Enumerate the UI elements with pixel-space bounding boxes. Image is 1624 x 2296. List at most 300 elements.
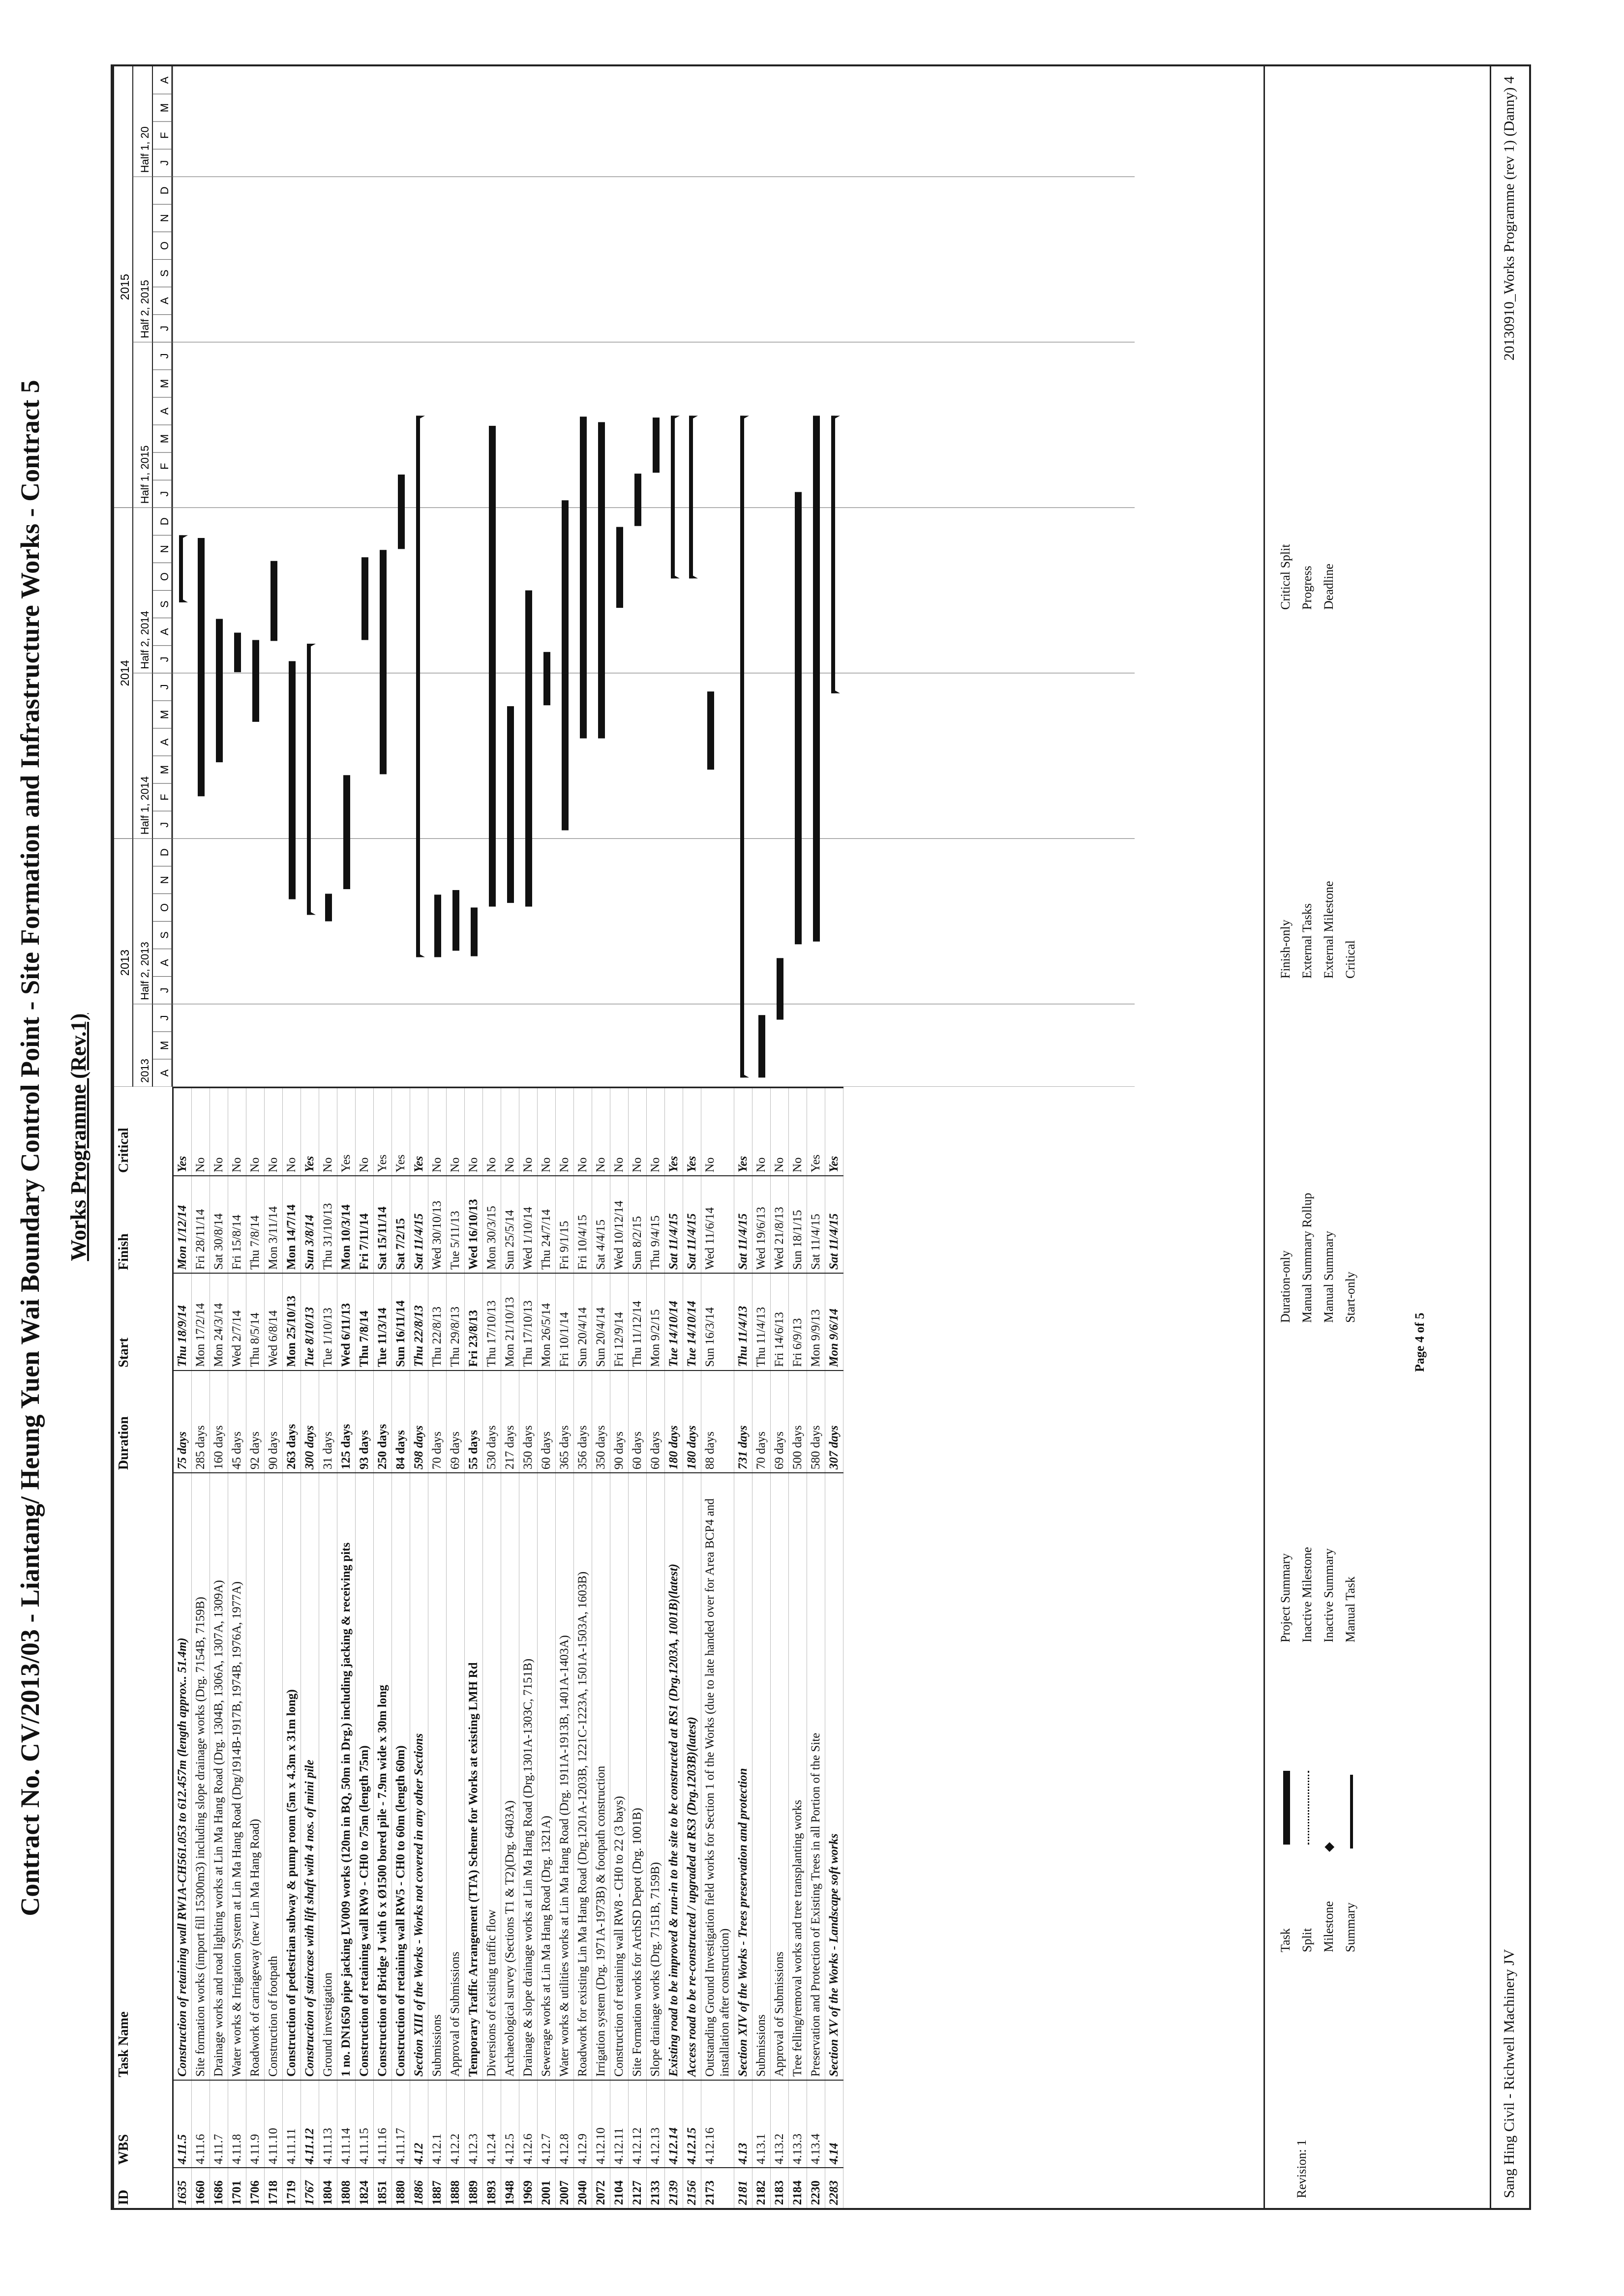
task-id-cell: 1969 xyxy=(519,2168,538,2208)
task-finish-cell: Fri 9/1/15 xyxy=(556,1176,574,1273)
month-label: M xyxy=(158,710,171,719)
task-name-cell: Construction of retaining wall RW8 - CH0 to 22 (3 bays) xyxy=(610,1473,629,2080)
task-name-cell: Site formation works (import fill 15300m3) including slope drainage works (Drg. 7154B, 7159B) xyxy=(192,1473,210,2080)
task-finish-cell: Sun 25/5/14 xyxy=(501,1176,519,1273)
task-name-cell: Construction of retaining wall RW1A-CH561.053 to 612.457m (length approx.. 51.4m) xyxy=(173,1473,192,2080)
task-duration-cell: 180 days xyxy=(665,1371,683,1473)
month-label: A xyxy=(158,407,171,415)
task-row xyxy=(556,1088,574,2208)
task-finish-cell: Mon 10/3/14 xyxy=(337,1176,356,1273)
task-bar xyxy=(671,416,675,578)
task-critical-cell: No xyxy=(192,1088,210,1176)
task-duration-cell: 55 days xyxy=(465,1371,483,1473)
task-wbs-cell: 4.11.9 xyxy=(246,2080,265,2168)
task-critical-cell: No xyxy=(447,1088,465,1176)
task-duration-cell: 731 days xyxy=(734,1371,752,1473)
task-duration-cell: 356 days xyxy=(574,1371,592,1473)
task-name-cell: Water works & Irrigation System at Lin Ma Hang Road (Drg/1914B-1917B, 1974B, 1976A, 1977A) xyxy=(228,1473,246,2080)
task-start-cell: Tue 14/10/14 xyxy=(683,1273,701,1371)
month-label: M xyxy=(158,1041,171,1050)
task-wbs-cell: 4.11.6 xyxy=(192,2080,210,2168)
task-bar xyxy=(325,894,332,921)
task-critical-cell: No xyxy=(701,1088,734,1176)
task-wbs-cell: 4.11.11 xyxy=(283,2080,301,2168)
footer-company: Sang Hing Civil - Richwell Machinery JV xyxy=(1501,1949,1517,2198)
task-finish-cell: Sun 3/8/14 xyxy=(301,1176,319,1273)
legend-item: Milestone◆ xyxy=(1322,1842,1336,1952)
task-duration-cell: 530 days xyxy=(483,1371,501,1473)
task-start-cell: Thu 18/9/14 xyxy=(173,1273,192,1371)
task-critical-cell: No xyxy=(647,1088,665,1176)
col-wbs: WBS xyxy=(114,2080,173,2168)
task-id-cell: 1880 xyxy=(392,2168,410,2208)
task-name-cell: Construction of Bridge J with 6 x Ø1500 bored pile - 7.9m wide x 30m long xyxy=(374,1473,392,2080)
task-name-cell: 1 no. DN1650 pipe jacking LV009 works (120m in BQ, 50m in Drg.) including jacking & receiving pits xyxy=(337,1473,356,2080)
month-label: D xyxy=(158,848,171,857)
task-id-cell: 2104 xyxy=(610,2168,629,2208)
document-subtitle: Works Programme (Rev.1) xyxy=(66,1013,90,1261)
task-duration-cell: 69 days xyxy=(771,1371,789,1473)
task-name-cell: Sewerage works at Lin Ma Hang Road (Drg. 1321A) xyxy=(538,1473,556,2080)
task-duration-cell: 500 days xyxy=(789,1371,807,1473)
task-bar xyxy=(452,890,459,951)
month-label: O xyxy=(158,241,171,250)
task-start-cell: Thu 29/8/13 xyxy=(447,1273,465,1371)
task-row xyxy=(246,1088,265,2208)
task-critical-cell: No xyxy=(556,1088,574,1176)
task-duration-cell: 90 days xyxy=(610,1371,629,1473)
task-name-cell: Roadwork for existing Lin Ma Hang Road (Drg.1201A-1203B, 1221C-1223A, 1501A-1503A, 1603B) xyxy=(574,1473,592,2080)
task-critical-cell: No xyxy=(501,1088,519,1176)
summary-start-cap xyxy=(740,1073,749,1077)
month-label: F xyxy=(158,463,171,470)
task-row xyxy=(752,1088,771,2208)
footer xyxy=(1490,66,1531,2208)
legend-item: Finish-only xyxy=(1278,920,1293,979)
task-id-cell: 1767 xyxy=(301,2168,319,2208)
task-bar xyxy=(813,416,820,941)
task-start-cell: Wed 6/11/13 xyxy=(337,1273,356,1371)
task-finish-cell: Sat 11/4/15 xyxy=(683,1176,701,1273)
task-bar xyxy=(507,706,514,903)
task-id-cell: 2283 xyxy=(825,2168,843,2208)
task-bar xyxy=(598,422,605,738)
task-wbs-cell: 4.12.9 xyxy=(574,2080,592,2168)
task-id-cell: 1888 xyxy=(447,2168,465,2208)
task-critical-cell: Yes xyxy=(410,1088,428,1176)
month-label: S xyxy=(158,931,171,939)
task-duration-cell: 180 days xyxy=(683,1371,701,1473)
task-finish-cell: Fri 10/4/15 xyxy=(574,1176,592,1273)
task-start-cell: Thu 22/8/13 xyxy=(428,1273,447,1371)
task-row xyxy=(447,1088,465,2208)
legend-item: Summary xyxy=(1340,1771,1361,1952)
task-bar xyxy=(525,591,532,907)
task-duration-cell: 300 days xyxy=(301,1371,319,1473)
task-critical-cell: Yes xyxy=(665,1088,683,1176)
task-finish-cell: Wed 30/10/13 xyxy=(428,1176,447,1273)
task-wbs-cell: 4.12.6 xyxy=(519,2080,538,2168)
task-row xyxy=(629,1088,647,2208)
task-name-cell: Section XIV of the Works - Trees preservation and protection xyxy=(734,1473,752,2080)
task-name-cell: Construction of retaining wall RW5 - CH0 to 60m (length 60m) xyxy=(392,1473,410,2080)
half-label: Half 1, 2014 xyxy=(139,776,151,835)
task-finish-cell: Mon 3/11/14 xyxy=(265,1176,283,1273)
task-finish-cell: Sat 11/4/15 xyxy=(807,1176,825,1273)
task-row xyxy=(410,1088,428,2208)
task-row xyxy=(428,1088,447,2208)
task-name-cell: Tree felling/removal works and tree transplanting works xyxy=(789,1473,807,2080)
legend-item: Progress xyxy=(1300,566,1314,610)
task-finish-cell: Thu 31/10/13 xyxy=(319,1176,337,1273)
month-label: J xyxy=(158,353,171,359)
task-id-cell: 1889 xyxy=(465,2168,483,2208)
task-bar xyxy=(740,416,744,1077)
split-symbol xyxy=(1308,1771,1309,1845)
legend-item: Duration-only xyxy=(1278,1250,1293,1323)
month-label: F xyxy=(158,132,171,139)
task-wbs-cell: 4.12.12 xyxy=(629,2080,647,2168)
task-critical-cell: No xyxy=(428,1088,447,1176)
task-wbs-cell: 4.11.7 xyxy=(210,2080,228,2168)
task-row xyxy=(228,1088,246,2208)
task-start-cell: Sun 16/3/14 xyxy=(701,1273,734,1371)
month-label: M xyxy=(158,103,171,113)
legend-item: Critical xyxy=(1343,940,1357,979)
task-id-cell: 1686 xyxy=(210,2168,228,2208)
task-name-cell: Construction of retaining wall RW9 - CH0 to 75m (length 75m) xyxy=(356,1473,374,2080)
task-start-cell: Mon 26/5/14 xyxy=(538,1273,556,1371)
task-critical-cell: No xyxy=(610,1088,629,1176)
task-duration-cell: 263 days xyxy=(283,1371,301,1473)
task-finish-cell: Sat 15/11/14 xyxy=(374,1176,392,1273)
task-row xyxy=(210,1088,228,2208)
task-start-cell: Sun 20/4/14 xyxy=(592,1273,610,1371)
task-name-cell: Temporary Traffic Arrangement (TTA) Scheme for Works at existing LMH Rd xyxy=(465,1473,483,2080)
task-start-cell: Thu 7/8/14 xyxy=(356,1273,374,1371)
task-start-cell: Thu 22/8/13 xyxy=(410,1273,428,1371)
task-row xyxy=(734,1088,752,2208)
task-finish-cell: Thu 24/7/14 xyxy=(538,1176,556,1273)
task-bar xyxy=(795,492,802,945)
task-wbs-cell: 4.11.12 xyxy=(301,2080,319,2168)
schedule-grid xyxy=(113,66,1167,2208)
task-finish-cell: Tue 5/11/13 xyxy=(447,1176,465,1273)
month-label: O xyxy=(158,903,171,912)
legend-item: Manual Summary Rollup xyxy=(1300,1193,1314,1323)
task-duration-cell: 93 days xyxy=(356,1371,374,1473)
task-name-cell: Construction of footpath xyxy=(265,1473,283,2080)
task-start-cell: Fri 23/8/13 xyxy=(465,1273,483,1371)
task-row xyxy=(610,1088,629,2208)
task-duration-cell: 350 days xyxy=(519,1371,538,1473)
task-id-cell: 1808 xyxy=(337,2168,356,2208)
task-row xyxy=(283,1088,301,2208)
task-wbs-cell: 4.11.10 xyxy=(265,2080,283,2168)
task-id-cell: 2183 xyxy=(771,2168,789,2208)
task-finish-cell: Sat 7/2/15 xyxy=(392,1176,410,1273)
task-critical-cell: Yes xyxy=(173,1088,192,1176)
task-wbs-cell: 4.12.16 xyxy=(701,2080,734,2168)
task-wbs-cell: 4.12.2 xyxy=(447,2080,465,2168)
task-row xyxy=(337,1088,356,2208)
task-row xyxy=(665,1088,683,2208)
month-label: J xyxy=(158,1015,171,1021)
task-finish-cell: Wed 1/10/14 xyxy=(519,1176,538,1273)
task-bar xyxy=(343,775,350,889)
task-id-cell: 1701 xyxy=(228,2168,246,2208)
task-bar xyxy=(252,640,259,721)
task-start-cell: Mon 9/6/14 xyxy=(825,1273,843,1371)
task-bar xyxy=(471,907,478,956)
task-duration-cell: 31 days xyxy=(319,1371,337,1473)
task-wbs-cell: 4.12.8 xyxy=(556,2080,574,2168)
task-id-cell: 1719 xyxy=(283,2168,301,2208)
legend-col-2 xyxy=(1275,1547,1361,1642)
task-name-cell: Slope drainage works (Drg. 7151B, 7159B) xyxy=(647,1473,665,2080)
task-start-cell: Fri 6/9/13 xyxy=(789,1273,807,1371)
summary-end-cap xyxy=(740,416,749,420)
task-finish-cell: Wed 16/10/13 xyxy=(465,1176,483,1273)
task-duration-cell: 598 days xyxy=(410,1371,428,1473)
task-row xyxy=(356,1088,374,2208)
summary-end-cap xyxy=(831,416,840,420)
task-duration-cell: 160 days xyxy=(210,1371,228,1473)
task-name-cell: Preservation and Protection of Existing Trees in all Portion of the Site xyxy=(807,1473,825,2080)
task-start-cell: Thu 11/4/13 xyxy=(734,1273,752,1371)
task-row xyxy=(574,1088,592,2208)
month-label: D xyxy=(158,186,171,195)
task-start-cell: Tue 8/10/13 xyxy=(301,1273,319,1371)
half-label: 2013 xyxy=(139,1059,151,1083)
month-label: J xyxy=(158,822,171,828)
task-row xyxy=(374,1088,392,2208)
task-start-cell: Mon 21/10/13 xyxy=(501,1273,519,1371)
task-bar xyxy=(634,474,641,526)
month-label: J xyxy=(158,160,171,166)
task-id-cell: 1886 xyxy=(410,2168,428,2208)
task-start-cell: Mon 25/10/13 xyxy=(283,1273,301,1371)
task-start-cell: Mon 9/2/15 xyxy=(647,1273,665,1371)
task-name-cell: Existing road to be improved & run-in to the site to be constructed at RS1 (Drg.1203A, 1001B)(latest) xyxy=(665,1473,683,2080)
task-start-cell: Mon 17/2/14 xyxy=(192,1273,210,1371)
task-critical-cell: Yes xyxy=(683,1088,701,1176)
task-wbs-cell: 4.13.1 xyxy=(752,2080,771,2168)
task-bar xyxy=(831,416,835,693)
task-row xyxy=(319,1088,337,2208)
task-name-cell: Access road to be re-constructed / upgraded at RS3 (Drg.1203B)(latest) xyxy=(683,1473,701,2080)
task-duration-cell: 92 days xyxy=(246,1371,265,1473)
task-id-cell: 1635 xyxy=(173,2168,192,2208)
month-label: D xyxy=(158,517,171,526)
legend-item: Deadline xyxy=(1322,564,1336,610)
col-critical: Critical xyxy=(114,1088,173,1176)
task-critical-cell: Yes xyxy=(734,1088,752,1176)
task-bar xyxy=(234,633,241,672)
legend-item: Split xyxy=(1296,1771,1318,1952)
task-row xyxy=(683,1088,701,2208)
col-id: ID xyxy=(114,2168,173,2208)
document-title: Contract No. CV/2013/03 - Liantang/ Heung Yuen Wai Boundary Control Point - Site Formation and Infrastructure Works - Contract 5 xyxy=(15,380,45,1916)
task-wbs-cell: 4.11.13 xyxy=(319,2080,337,2168)
half-label: Half 2, 2014 xyxy=(139,611,151,669)
task-duration-cell: 70 days xyxy=(428,1371,447,1473)
task-wbs-cell: 4.11.17 xyxy=(392,2080,410,2168)
task-finish-cell: Sat 30/8/14 xyxy=(210,1176,228,1273)
legend xyxy=(1263,66,1442,2208)
legend-col-3 xyxy=(1275,1193,1361,1323)
task-critical-cell: No xyxy=(629,1088,647,1176)
month-label: A xyxy=(158,959,171,966)
month-label: N xyxy=(158,876,171,884)
task-id-cell: 1804 xyxy=(319,2168,337,2208)
task-row xyxy=(771,1088,789,2208)
task-id-cell: 1948 xyxy=(501,2168,519,2208)
page-number: Page 4 of 5 xyxy=(1413,1312,1427,1372)
month-label: M xyxy=(158,379,171,388)
month-label: J xyxy=(158,491,171,497)
task-id-cell: 2001 xyxy=(538,2168,556,2208)
task-finish-cell: Wed 21/8/13 xyxy=(771,1176,789,1273)
month-label: J xyxy=(158,987,171,993)
task-finish-cell: Fri 7/11/14 xyxy=(356,1176,374,1273)
task-wbs-cell: 4.12.5 xyxy=(501,2080,519,2168)
task-wbs-cell: 4.12.3 xyxy=(465,2080,483,2168)
task-start-cell: Mon 9/9/13 xyxy=(807,1273,825,1371)
task-start-cell: Tue 11/3/14 xyxy=(374,1273,392,1371)
task-wbs-cell: 4.12.11 xyxy=(610,2080,629,2168)
task-finish-cell: Sat 11/4/15 xyxy=(734,1176,752,1273)
task-duration-cell: 60 days xyxy=(647,1371,665,1473)
task-finish-cell: Mon 14/7/14 xyxy=(283,1176,301,1273)
task-wbs-cell: 4.13 xyxy=(734,2080,752,2168)
task-start-cell: Tue 14/10/14 xyxy=(665,1273,683,1371)
year-label: 2014 xyxy=(119,660,132,686)
task-finish-cell: Sun 18/1/15 xyxy=(789,1176,807,1273)
task-duration-cell: 365 days xyxy=(556,1371,574,1473)
task-critical-cell: No xyxy=(752,1088,771,1176)
month-label: A xyxy=(158,76,171,84)
task-id-cell: 1851 xyxy=(374,2168,392,2208)
task-bar xyxy=(361,557,368,640)
task-name-cell: Drainage & slope drainage works at Lin Ma Hang Road (Drg.1301A-1303C, 7151B) xyxy=(519,1473,538,2080)
month-label: S xyxy=(158,600,171,608)
task-wbs-cell: 4.12 xyxy=(410,2080,428,2168)
task-duration-cell: 75 days xyxy=(173,1371,192,1473)
task-bar xyxy=(416,416,420,957)
task-bar-symbol xyxy=(1283,1771,1290,1845)
task-bar xyxy=(653,417,660,473)
task-critical-cell: Yes xyxy=(374,1088,392,1176)
task-critical-cell: Yes xyxy=(392,1088,410,1176)
task-wbs-cell: 4.13.3 xyxy=(789,2080,807,2168)
task-id-cell: 2181 xyxy=(734,2168,752,2208)
task-duration-cell: 60 days xyxy=(538,1371,556,1473)
task-critical-cell: No xyxy=(356,1088,374,1176)
task-critical-cell: No xyxy=(465,1088,483,1176)
task-name-cell: Water works & utilities works at Lin Ma Hang Road (Drg. 1911A-1913B, 1401A-1403A) xyxy=(556,1473,574,2080)
task-row xyxy=(483,1088,501,2208)
task-duration-cell: 307 days xyxy=(825,1371,843,1473)
legend-col-4 xyxy=(1275,881,1361,979)
col-task-name: Task Name xyxy=(114,1473,173,2080)
legend-col-5 xyxy=(1275,544,1340,610)
task-id-cell: 2133 xyxy=(647,2168,665,2208)
milestone-diamond-icon: ◆ xyxy=(1322,1842,1336,1852)
task-start-cell: Fri 10/1/14 xyxy=(556,1273,574,1371)
task-duration-cell: 60 days xyxy=(629,1371,647,1473)
task-duration-cell: 70 days xyxy=(752,1371,771,1473)
task-start-cell: Sun 20/4/14 xyxy=(574,1273,592,1371)
task-id-cell: 2072 xyxy=(592,2168,610,2208)
col-start: Start xyxy=(114,1273,173,1371)
task-critical-cell: No xyxy=(228,1088,246,1176)
task-start-cell: Thu 11/4/13 xyxy=(752,1273,771,1371)
task-start-cell: Wed 6/8/14 xyxy=(265,1273,283,1371)
summary-bar-symbol xyxy=(1350,1775,1353,1849)
task-id-cell: 2156 xyxy=(683,2168,701,2208)
task-start-cell: Fri 12/9/14 xyxy=(610,1273,629,1371)
task-id-cell: 2173 xyxy=(701,2168,734,2208)
task-wbs-cell: 4.12.1 xyxy=(428,2080,447,2168)
task-id-cell: 1887 xyxy=(428,2168,447,2208)
summary-end-cap xyxy=(671,416,680,420)
task-row xyxy=(789,1088,807,2208)
task-wbs-cell: 4.11.16 xyxy=(374,2080,392,2168)
task-critical-cell: No xyxy=(592,1088,610,1176)
task-id-cell: 2182 xyxy=(752,2168,771,2208)
task-rows xyxy=(173,1088,843,2208)
task-start-cell: Thu 17/10/13 xyxy=(483,1273,501,1371)
task-row xyxy=(647,1088,665,2208)
summary-start-cap xyxy=(307,910,316,915)
task-bar xyxy=(580,417,587,738)
task-bar xyxy=(216,619,223,762)
task-critical-cell: No xyxy=(574,1088,592,1176)
task-critical-cell: Yes xyxy=(807,1088,825,1176)
col-duration: Duration xyxy=(114,1371,173,1473)
col-finish: Finish xyxy=(114,1176,173,1273)
revision-label: Revision: 1 xyxy=(1294,2139,1309,2198)
task-name-cell: Roadwork of carriageway (new Lin Ma Hang Road) xyxy=(246,1473,265,2080)
half-label: Half 2, 2015 xyxy=(139,280,151,338)
legend-item: Project Summary xyxy=(1278,1553,1293,1642)
footer-filename: 20130910_Works Programme (rev 1) (Danny) 4 xyxy=(1501,76,1517,361)
task-row xyxy=(501,1088,519,2208)
month-label: N xyxy=(158,545,171,553)
task-row xyxy=(173,1088,192,2208)
task-name-cell: Approval of Submissions xyxy=(771,1473,789,2080)
task-bar xyxy=(398,475,405,549)
task-id-cell: 2127 xyxy=(629,2168,647,2208)
task-bar xyxy=(289,661,296,899)
task-bar xyxy=(543,652,550,705)
task-name-cell: Ground investigation xyxy=(319,1473,337,2080)
task-finish-cell: Fri 15/8/14 xyxy=(228,1176,246,1273)
task-bar xyxy=(758,1015,765,1077)
task-wbs-cell: 4.11.5 xyxy=(173,2080,192,2168)
task-duration-cell: 350 days xyxy=(592,1371,610,1473)
task-id-cell: 2184 xyxy=(789,2168,807,2208)
task-wbs-cell: 4.11.14 xyxy=(337,2080,356,2168)
task-finish-cell: Wed 10/12/14 xyxy=(610,1176,629,1273)
task-start-cell: Mon 24/3/14 xyxy=(210,1273,228,1371)
task-name-cell: Approval of Submissions xyxy=(447,1473,465,2080)
task-row xyxy=(807,1088,825,2208)
gantt-svg xyxy=(114,66,1167,1087)
year-label: 2015 xyxy=(119,273,132,300)
task-critical-cell: No xyxy=(538,1088,556,1176)
